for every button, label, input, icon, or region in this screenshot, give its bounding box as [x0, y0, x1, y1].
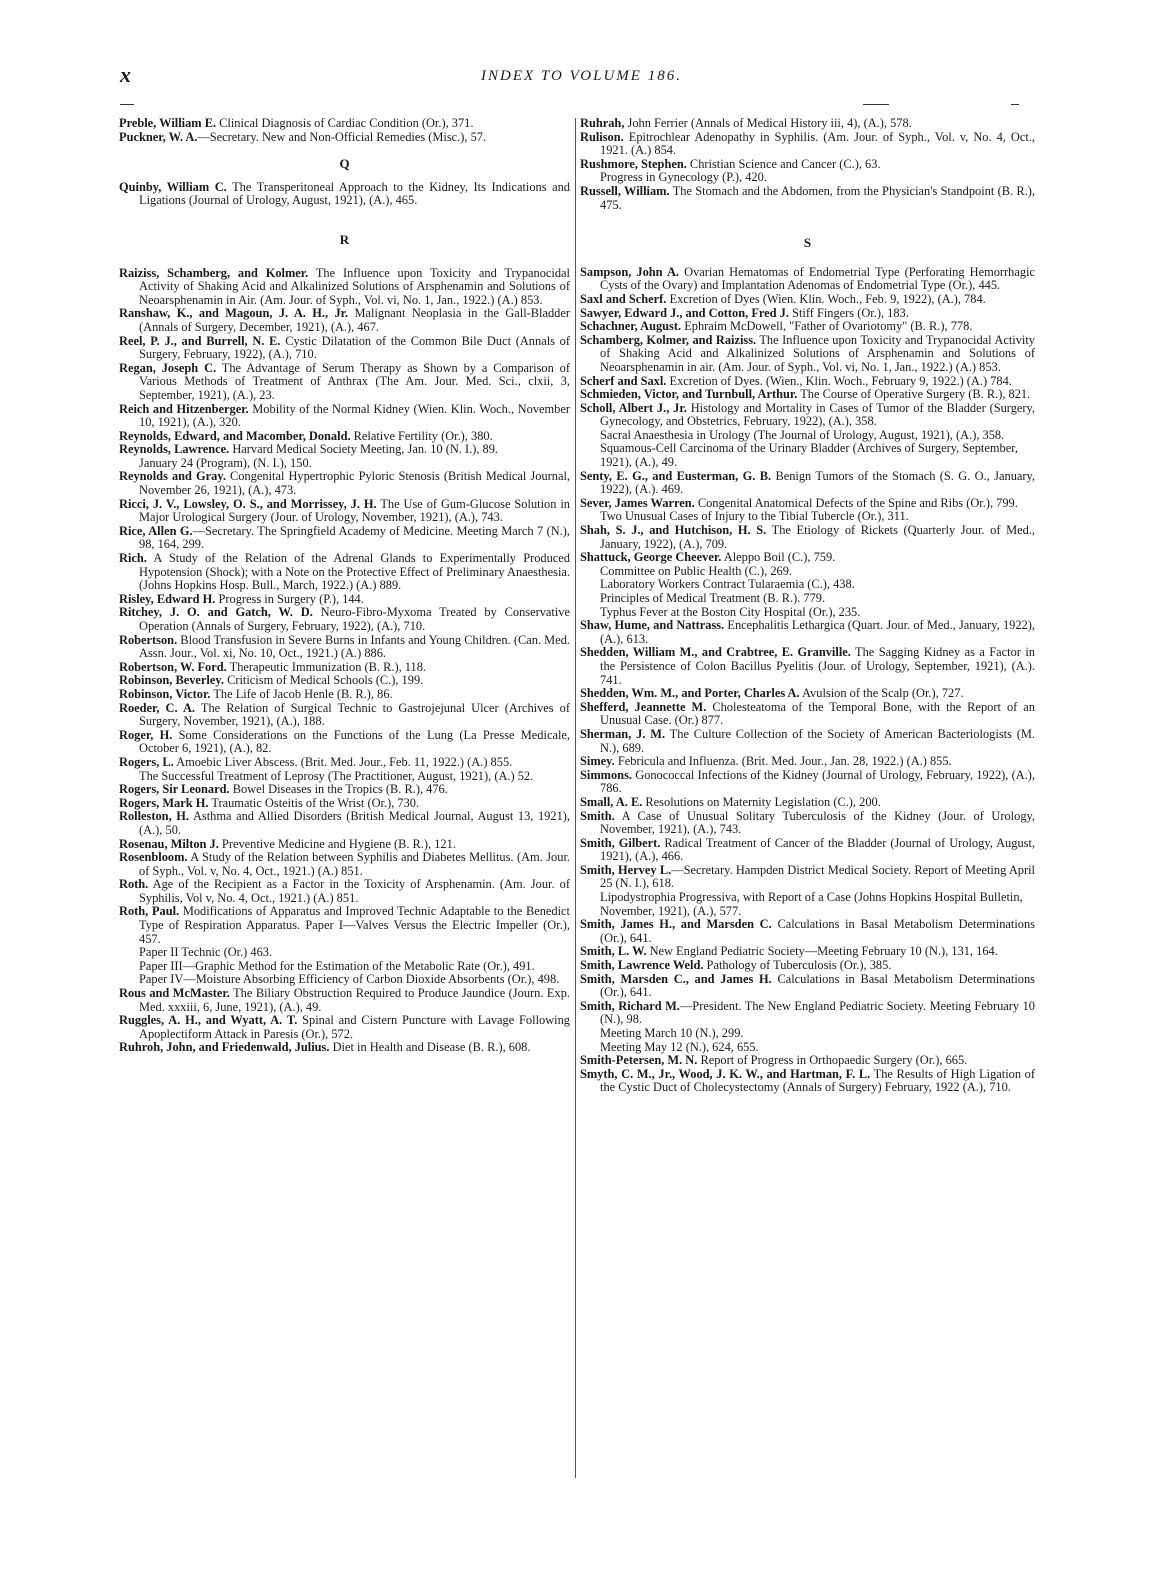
entry-name: Smith, Lawrence Weld. — [580, 958, 704, 973]
index-entry — [119, 307, 570, 334]
index-entry — [119, 797, 570, 811]
entry-name: Schamberg, Kolmer, and Raiziss. — [580, 332, 757, 347]
index-entry — [119, 593, 570, 607]
entry-text: Harvard Medical Society Meeting, Jan. 10 (N. I.), 89. — [229, 442, 498, 457]
index-entry — [580, 524, 1035, 551]
entry-name: Simmons. — [580, 767, 632, 782]
entry-text: Asthma and Allied Disorders (British Medical Journal, August 13, 1921), (A.), 50. — [139, 809, 570, 837]
entry-name: Rous and McMaster. — [119, 986, 230, 1001]
entry-text: Traumatic Osteitis of the Wrist (Or.), 730. — [208, 795, 420, 810]
sub-entry: Laboratory Workers Contract Tularaemia (C.), 438. — [600, 577, 855, 592]
entry-name: Rosenau, Milton J. — [119, 836, 219, 851]
index-entry — [580, 497, 1035, 511]
entry-name: Schmieden, Victor, and Turnbull, Arthur. — [580, 387, 798, 402]
column-divider — [575, 118, 576, 1478]
sub-entry: Sacral Anaesthesia in Urology (The Journal of Urology, August, 1921), (A.), 358. — [600, 427, 1005, 442]
index-entry — [580, 470, 1035, 497]
index-entry — [119, 117, 570, 131]
index-entry — [119, 634, 570, 661]
entry-name: Smith, Gilbert. — [580, 835, 661, 850]
entry-text: Diet in Health and Disease (B. R.), 608. — [329, 1040, 531, 1055]
index-entry — [580, 769, 1035, 796]
entry-text: Some Considerations on the Functions of the Lung (La Presse Medicale, October 6, 1921), (A.), 82. — [139, 727, 570, 756]
entry-text: Age of the Recipient as a Factor in the Toxicity of Arsphenamin. (Am. Jour. of Syphilis, Vol v, No. 4, Oct., 1921.) (A.) 851. — [139, 877, 570, 905]
entry-name: Regan, Joseph C. — [119, 360, 217, 375]
sub-entry: Meeting March 10 (N.), 299. — [600, 1026, 744, 1040]
sub-entry: Meeting May 12 (N.), 624, 655. — [600, 1039, 759, 1054]
entry-text: Preventive Medicine and Hygiene (B. R.), 121. — [218, 836, 456, 851]
index-entry — [119, 606, 570, 633]
index-entry — [119, 783, 570, 797]
entry-text: Cholesteatoma of the Temporal Bone, with the Report of an Unusual Case. (Or.) 877. — [600, 699, 1035, 728]
index-entry — [119, 470, 570, 497]
sub-entry: Principles of Medical Treatment (B. R.). 779. — [600, 591, 826, 605]
header-rule — [120, 104, 134, 105]
index-entry — [119, 430, 570, 444]
index-entry — [580, 1054, 1035, 1068]
entry-text: The Etiology of Rickets (Quarterly Jour. of Med., January, 1922), (A.), 709. — [600, 523, 1035, 551]
entry-name: Smith. — [580, 808, 615, 823]
header-rule — [863, 104, 889, 105]
index-entry — [580, 117, 1035, 131]
running-head: INDEX TO VOLUME 186. — [481, 68, 682, 84]
index-entry — [119, 702, 570, 729]
entry-name: Shah, S. J., and Hutchison, H. S. — [580, 523, 767, 538]
sub-entry: Progress in Gynecology (P.), 420. — [600, 170, 767, 185]
entry-text: Christian Science and Cancer (C.), 63. — [686, 156, 881, 171]
index-entry — [119, 443, 570, 457]
entry-name: Smith, L. W. — [580, 944, 647, 959]
sub-entry: Paper IV—Moisture Absorbing Efficiency of Carbon Dioxide Absorbents (Or.), 498. — [139, 972, 560, 987]
entry-name: Shaw, Hume, and Nattrass. — [580, 618, 725, 633]
index-entry — [580, 293, 1035, 307]
entry-name: Rosenbloom. — [119, 850, 188, 865]
index-entry — [119, 552, 570, 593]
entry-text: The Advantage of Serum Therapy as Shown by a Comparison of Various Methods of Treatment of Anthrax (The Am. Jour. Med. Sci., clxii, 3, September, 1921), (A.), 23. — [139, 360, 570, 402]
entry-text: Excretion of Dyes (Wien. Klin. Woch., Feb. 9, 1922), (A.), 784. — [666, 291, 986, 306]
index-entry — [580, 755, 1035, 769]
entry-name: Robinson, Beverley. — [119, 673, 224, 688]
index-entry — [580, 619, 1035, 646]
entry-name: Reynolds, Lawrence. — [119, 442, 230, 457]
entry-text: —Secretary. The Springfield Academy of Medicine. Meeting March 7 (N.), 98, 164, 299. — [139, 523, 571, 552]
entry-text: Malignant Neoplasia in the Gall-Bladder (Annals of Surgery, December, 1921), (A.), 467. — [139, 306, 570, 334]
entry-name: Rice, Allen G. — [119, 523, 193, 538]
entry-text: Ephraim McDowell, "Father of Ovariotomy" (B. R.), 778. — [681, 319, 973, 334]
entry-name: Rich. — [119, 551, 147, 566]
sub-entry: Paper II Technic (Or.) 463. — [139, 945, 273, 960]
index-entry — [119, 674, 570, 688]
index-entry — [580, 918, 1035, 945]
entry-name: Smith, James H., and Marsden C. — [580, 917, 772, 932]
entry-name: Reynolds and Gray. — [119, 469, 226, 484]
entry-text: Criticism of Medical Schools (C.), 199. — [223, 673, 424, 688]
sub-entry: Squamous-Cell Carcinoma of the Urinary Bladder (Archives of Surgery, September, 1921), (A.), 49. — [600, 441, 1018, 470]
index-entry — [119, 335, 570, 362]
entry-text: Clinical Diagnosis of Cardiac Condition (Or.), 371. — [216, 116, 474, 130]
entry-text: Febricula and Influenza. (Brit. Med. Jour., Jan. 28, 1922.) (A.) 855. — [614, 754, 952, 769]
entry-text: The Life of Jacob Henle (B. R.), 86. — [210, 686, 393, 701]
index-entry — [580, 945, 1035, 959]
index-entry — [580, 837, 1035, 864]
index-entry — [580, 551, 1035, 565]
index-entry — [580, 388, 1035, 402]
entry-name: Robinson, Victor. — [119, 686, 211, 701]
index-entry — [580, 973, 1035, 1000]
entry-name: Schachner, August. — [580, 319, 682, 334]
entry-text: The Influence upon Toxicity and Trypanocidal Activity of Shaking Acid and Alkalinized Solutions of Arsphenamin and Solutions of Neoarsphenamin in air. (Am. Jour. of Syph., Vol. vi, No. 1, Jan., 1922.) (A.) 853. — [600, 332, 1035, 374]
entry-name: Ritchey, J. O. and Gatch, W. D. — [119, 605, 313, 620]
index-entry — [119, 905, 570, 946]
entry-name: Rogers, Mark H. — [119, 795, 209, 810]
section-letter: S — [803, 235, 812, 251]
entry-name: Ruhrah, — [580, 116, 625, 130]
index-entry — [119, 131, 570, 145]
entry-name: Roeder, C. A. — [119, 700, 196, 715]
entry-name: Risley, Edward H. — [119, 591, 216, 606]
entry-text: Neuro-Fibro-Myxoma Treated by Conservative Operation (Annals of Surgery, February, 1922), (A.), 710. — [139, 605, 571, 633]
entry-name: Rushmore, Stephen. — [580, 156, 687, 171]
entry-name: Ricci, J. V., Lowsley, O. S., and Morrissey, J. H. — [119, 496, 377, 511]
entry-text: Congenital Hypertrophic Pyloric Stenosis (British Medical Journal, November 26, 1921), (A.), 473. — [139, 469, 570, 498]
entry-name: Simey. — [580, 754, 615, 769]
index-entry — [119, 403, 570, 430]
index-entry — [580, 185, 1035, 212]
right-column — [580, 117, 1035, 1095]
index-entry — [119, 729, 570, 756]
entry-name: Preble, William E. — [119, 116, 217, 130]
index-entry — [580, 307, 1035, 321]
entry-text: John Ferrier (Annals of Medical History iii, 4), (A.), 578. — [624, 116, 912, 130]
entry-name: Sherman, J. M. — [580, 726, 666, 741]
index-entry — [119, 525, 570, 552]
entry-name: Rulison. — [580, 129, 624, 144]
entry-text: Blood Transfusion in Severe Burns in Infants and Young Children. (Can. Med. Assn. Jour., Vol. xi, No. 10, Oct., 1921.) (A.) 886. — [139, 632, 570, 661]
entry-text: The Transperitoneal Approach to the Kidney, Its Indications and Ligations (Journal of Urology, August, 1921), (A.), 465. — [139, 179, 570, 208]
index-entry — [119, 987, 570, 1014]
entry-name: Saxl and Scherf. — [580, 291, 667, 306]
entry-text: The Biliary Obstruction Required to Produce Jaundice (Journ. Exp. Med. xxxiii, 6, June, 1921), (A.), 49. — [139, 986, 570, 1014]
entry-text: Epitrochlear Adenopathy in Syphilis. (Am. Jour. of Syph., Vol. v, No. 4, Oct., 1921. (A.) 854. — [600, 129, 1035, 158]
entry-name: Ruggles, A. H., and Wyatt, A. T. — [119, 1013, 298, 1028]
index-entry — [580, 796, 1035, 810]
index-entry — [119, 851, 570, 878]
index-entry — [580, 701, 1035, 728]
entry-text: Progress in Surgery (P.), 144. — [215, 591, 364, 606]
entry-name: Smith, Hervey L. — [580, 862, 672, 877]
index-entry — [119, 878, 570, 905]
entry-text: Report of Progress in Orthopaedic Surgery (Or.), 665. — [697, 1053, 968, 1068]
entry-text: The Stomach and the Abdomen, from the Physician's Standpoint (B. R.), 475. — [600, 183, 1035, 212]
entry-name: Shattuck, George Cheever. — [580, 550, 722, 565]
entry-text: Cystic Dilatation of the Common Bile Duct (Annals of Surgery, February, 1922), (A.), 710. — [139, 333, 570, 362]
index-entry — [580, 687, 1035, 701]
header-rule — [1011, 104, 1019, 105]
entry-name: Shefferd, Jeannette M. — [580, 699, 707, 714]
entry-text: Calculations in Basal Metabolism Determinations (Or.), 641. — [600, 917, 1035, 945]
entry-text: Therapeutic Immunization (B. R.), 118. — [226, 659, 426, 674]
entry-text: Aleppo Boil (C.), 759. — [721, 550, 836, 565]
entry-name: Small, A. E. — [580, 794, 643, 809]
entry-text: A Study of the Relation of the Adrenal Glands to Experimentally Produced Hypotension (Shock); with a Note on the Protective Effect of Preliminary Anaesthesia. (Johns Hopkins Hosp. Bull., March, 1922.) (A.) 889. — [139, 551, 570, 593]
entry-name: Puckner, W. A. — [119, 129, 198, 144]
entry-text: Modifications of Apparatus and Improved Technic Adaptable to the Benedict Type of Respiration Apparatus. Paper I—Valves Versus the Electric Impeller (Or.), 457. — [139, 904, 570, 946]
index-entry — [580, 646, 1035, 687]
entry-text: The Use of Gum-Glucose Solution in Major Urological Surgery (Jour. of Urology, November, 1921), (A.), 743. — [139, 496, 570, 525]
entry-text: Congenital Anatomical Defects of the Spine and Ribs (Or.), 799. — [694, 495, 1018, 510]
entry-text: The Course of Operative Surgery (B. R.), 821. — [797, 387, 1031, 402]
index-entry — [119, 1041, 570, 1055]
entry-name: Reich and Hitzenberger. — [119, 401, 249, 416]
entry-name: Sever, James Warren. — [580, 495, 695, 510]
entry-text: Mobility of the Normal Kidney (Wien. Klin. Woch., November 10, 1921), (A.), 320. — [139, 401, 570, 430]
entry-name: Smith, Richard M. — [580, 998, 680, 1013]
entry-name: Scholl, Albert J., Jr. — [580, 400, 687, 415]
entry-name: Smith, Marsden C., and James H. — [580, 971, 772, 986]
entry-name: Ranshaw, K., and Magoun, J. A. H., Jr. — [119, 306, 349, 321]
entry-name: Sawyer, Edward J., and Cotton, Fred J. — [580, 305, 789, 320]
entry-name: Quinby, William C. — [119, 179, 227, 194]
entry-text: Gonococcal Infections of the Kidney (Journal of Urology, February, 1922), (A.), 786. — [600, 767, 1035, 796]
entry-text: Bowel Diseases in the Tropics (B. R.), 476. — [229, 782, 448, 797]
index-entry — [119, 362, 570, 403]
index-entry — [119, 1014, 570, 1041]
index-entry — [119, 810, 570, 837]
index-entry — [119, 498, 570, 525]
sub-entry: Committee on Public Health (C.), 269. — [600, 563, 793, 578]
entry-name: Roth. — [119, 877, 149, 892]
index-entry — [119, 267, 570, 308]
entry-name: Shedden, Wm. M., and Porter, Charles A. — [580, 686, 800, 701]
index-entry — [580, 158, 1035, 172]
entry-text: —President. The New England Pediatric Society. Meeting February 10 (N.), 98. — [600, 998, 1035, 1027]
page-number: x — [120, 62, 131, 87]
entry-name: Roger, H. — [119, 727, 173, 742]
sub-entry: Typhus Fever at the Boston City Hospital (Or.), 235. — [600, 604, 861, 619]
section-letter: Q — [339, 156, 350, 172]
index-entry — [580, 266, 1035, 293]
entry-name: Shedden, William M., and Crabtree, E. Granville. — [580, 645, 851, 660]
index-entry — [119, 756, 570, 770]
index-entry — [119, 688, 570, 702]
sub-entry: January 24 (Program), (N. I.), 150. — [139, 455, 312, 470]
index-entry — [580, 1000, 1035, 1027]
entry-name: Scherf and Saxl. — [580, 373, 667, 388]
entry-name: Ruhroh, John, and Friedenwald, Julius. — [119, 1040, 330, 1055]
entry-text: Calculations in Basal Metabolism Determinations (Or.), 641. — [600, 971, 1035, 1000]
sub-entry: Two Unusual Cases of Injury to the Tibial Tubercle (Or.), 311. — [600, 509, 909, 524]
entry-text: Amoebic Liver Abscess. (Brit. Med. Jour., Feb. 11, 1922.) (A.) 855. — [173, 754, 513, 769]
index-entry — [580, 402, 1035, 429]
entry-text: Avulsion of the Scalp (Or.), 727. — [799, 686, 964, 701]
entry-name: Robertson, W. Ford. — [119, 659, 227, 674]
entry-text: —Secretary. Hampden District Medical Society. Report of Meeting April 25 (N. I.), 618. — [600, 862, 1035, 891]
entry-name: Smith-Petersen, M. N. — [580, 1053, 698, 1068]
entry-name: Rolleston, H. — [119, 809, 190, 824]
index-entry — [580, 320, 1035, 334]
entry-text: The Relation of Surgical Technic to Gastrojejunal Ulcer (Archives of Surgery, November, 1921), (A.), 188. — [139, 700, 570, 729]
entry-name: Reynolds, Edward, and Macomber, Donald. — [119, 428, 351, 443]
section-letter: R — [339, 231, 350, 247]
entry-name: Rogers, L. — [119, 754, 174, 769]
entry-text: The Culture Collection of the Society of American Bacteriologists (M. N.), 689. — [600, 726, 1035, 755]
entry-text: Radical Treatment of Cancer of the Bladder (Journal of Urology, August, 1921), (A.), 466. — [600, 835, 1035, 864]
entry-text: Relative Fertility (Or.), 380. — [350, 428, 493, 443]
entry-name: Rogers, Sir Leonard. — [119, 782, 230, 797]
index-entry — [119, 181, 570, 208]
entry-text: —Secretary. New and Non-Official Remedies (Misc.), 57. — [197, 129, 487, 144]
index-entry — [580, 810, 1035, 837]
entry-name: Robertson. — [119, 632, 178, 647]
entry-name: Roth, Paul. — [119, 904, 180, 919]
entry-text: Resolutions on Maternity Legislation (C.), 200. — [642, 794, 881, 809]
entry-text: The Results of High Ligation of the Cystic Duct of Cholecystectomy (Annals of Surgery) February, 1922 (A.), 710. — [600, 1066, 1035, 1095]
entry-name: Senty, E. G., and Eusterman, G. B. — [580, 468, 772, 483]
index-entry — [119, 838, 570, 852]
entry-text: Spinal and Cistern Puncture with Lavage Following Apoplectiform Attack in Paresis (Or.), 572. — [139, 1013, 570, 1041]
index-entry — [580, 375, 1035, 389]
sub-entry: The Successful Treatment of Leprosy (The Practitioner, August, 1921), (A.) 52. — [139, 768, 534, 783]
index-entry — [580, 959, 1035, 973]
index-entry — [580, 864, 1035, 891]
entry-text: The Influence upon Toxicity and Trypanocidal Activity of Shaking Acid and Alkalinized Solutions of Arsphenamin and Solutions of Neoarsphenamin in Air. (Am. Jour. of Syph., Vol. vi, No. 1, Jan., 1922.) (A.) 853. — [139, 265, 570, 307]
index-entry — [580, 728, 1035, 755]
entry-text: Excretion of Dyes. (Wien., Klin. Woch., February 9, 1922.) (A.) 784. — [666, 373, 1012, 388]
entry-text: Benign Tumors of the Stomach (S. G. O., January, 1922), (A.). 469. — [600, 468, 1036, 497]
entry-name: Smyth, C. M., Jr., Wood, J. K. W., and Hartman, F. L. — [580, 1066, 871, 1081]
entry-text: Pathology of Tuberculosis (Or.), 385. — [703, 958, 892, 973]
entry-text: Ovarian Hematomas of Endometrial Type (Perforating Hemorrhagic Cysts of the Ovary) and Implantation Adenomas of Endometrial Type (Or.), 445. — [600, 264, 1035, 293]
entry-text: Stiff Fingers (Or.), 183. — [788, 305, 909, 320]
entry-name: Raiziss, Schamberg, and Kolmer. — [119, 265, 309, 280]
sub-entry: Lipodystrophia Progressiva, with Report of a Case (Johns Hopkins Hospital Bulletin, November, 1921), (A.), 577. — [600, 890, 1023, 918]
entry-text: The Sagging Kidney as a Factor in the Persistence of Colon Bacillus Pyelitis (Jour. of Urology, September, 1921), (A.). 741. — [600, 645, 1035, 687]
entry-text: Encephalitis Lethargica (Quart. Jour. of Med., January, 1922), (A.), 613. — [600, 618, 1035, 646]
entry-text: A Case of Unusual Solitary Tuberculosis of the Kidney (Jour. of Urology, November, 1921), (A.), 743. — [600, 808, 1035, 837]
entry-name: Sampson, John A. — [580, 264, 680, 279]
index-entry — [580, 1068, 1035, 1095]
sub-entry: Paper III—Graphic Method for the Estimation of the Metabolic Rate (Or.), 491. — [139, 958, 535, 973]
index-entry — [580, 131, 1035, 158]
entry-name: Reel, P. J., and Burrell, N. E. — [119, 333, 281, 348]
entry-name: Russell, William. — [580, 183, 670, 198]
index-entry — [119, 661, 570, 675]
entry-text: New England Pediatric Society—Meeting February 10 (N.), 131, 164. — [646, 944, 998, 959]
entry-text: Histology and Mortality in Cases of Tumor of the Bladder (Surgery, Gynecology, and Obstetrics, February, 1922), (A.), 358. — [600, 400, 1035, 429]
entry-text: A Study of the Relation between Syphilis and Diabetes Mellitus. (Am. Jour. of Syph., Vol. v, No. 4, Oct., 1921.) (A.) 851. — [139, 850, 570, 878]
index-entry — [580, 334, 1035, 375]
left-column — [119, 117, 570, 1055]
